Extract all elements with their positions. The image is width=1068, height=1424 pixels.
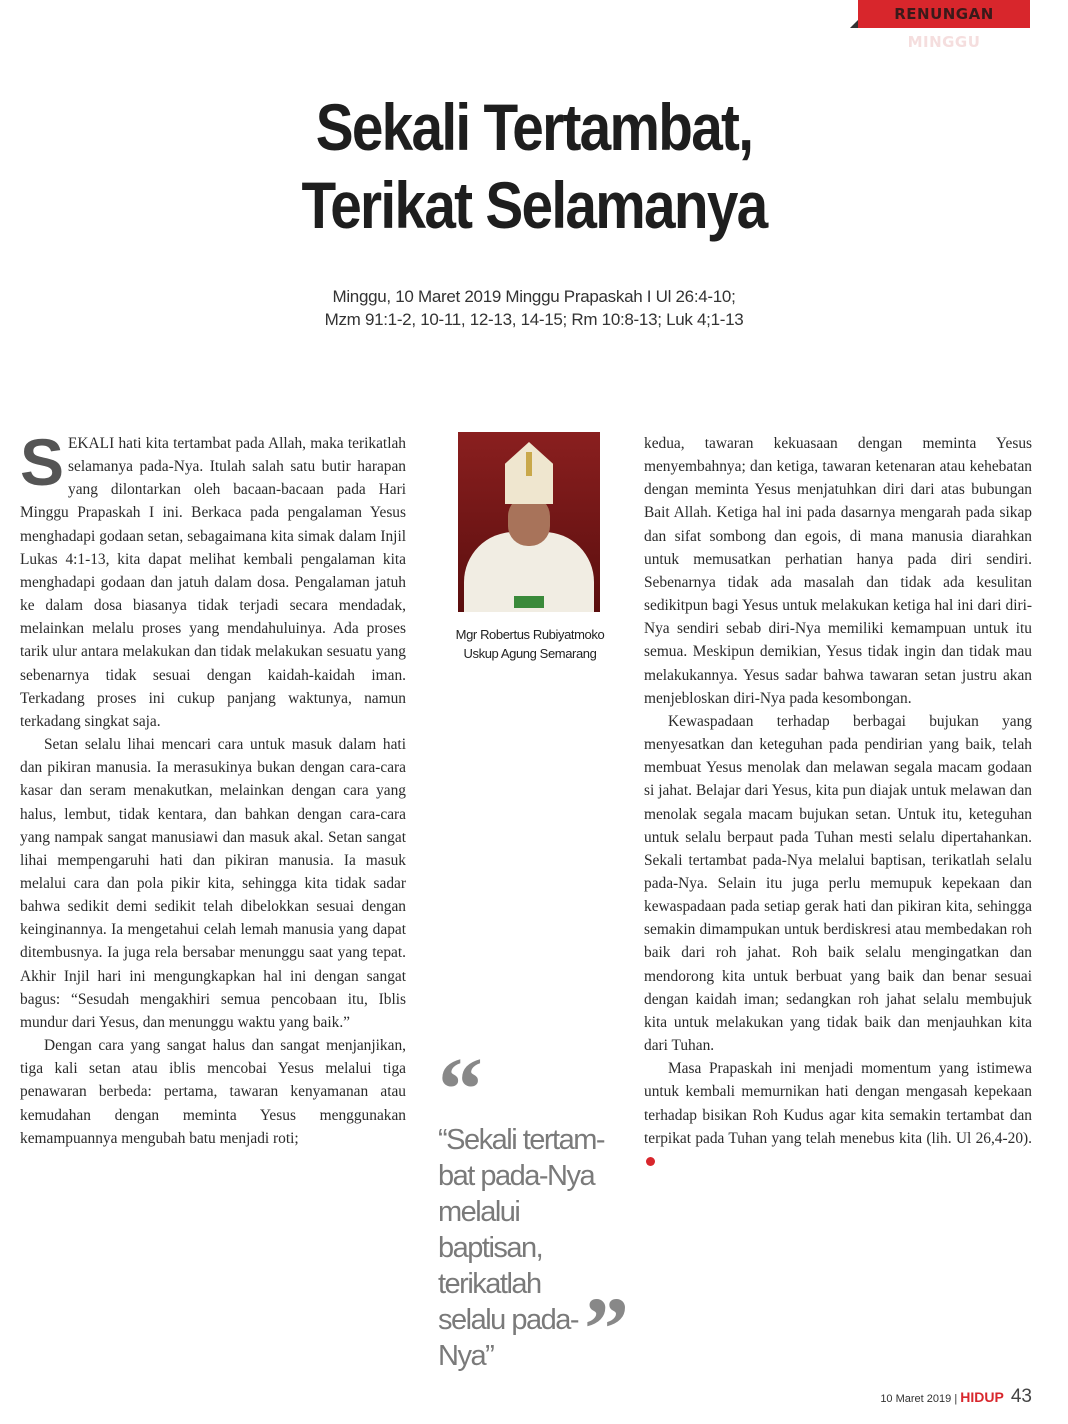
article-subtitle <box>0 285 1068 331</box>
pull-quote: “Sekali tertam-bat pada-Nya melalui baptisan, terikatlah selalu pada-Nya” <box>438 1124 605 1372</box>
footer-date: 10 Maret 2019 <box>880 1393 952 1405</box>
paragraph-text: Masa Prapaskah ini menjadi momentum yang istimewa untuk kembali memurnikan hati dengan mengasah kepekaan terhadap bisikan Roh Kudus agar kita semakin tertambat dan terpikat pada Tuhan yang telah menebus kita (lih. Ul 26,4-20). <box>644 1060 1032 1147</box>
title-line-1: Sekali Tertambat, <box>315 90 753 164</box>
page-footer <box>880 1386 1032 1408</box>
tag-corner-decoration <box>850 20 858 28</box>
right-column <box>644 432 1032 1173</box>
paragraph: Setan selalu lihai mencari cara untuk masuk dalam hati dan pikiran manusia. Ia merasukinya bukan dengan cara-cara kasar dan seram menakutkan, melainkan dengan cara yang halus, lembut, tidak kentara, dan bahkan dengan cara-cara yang nampak sangat manusiawi dan masuk akal. Setan sangat lihai mempengaruhi hati dan pikiran manusia. Ia masuk melalui cara dan pola pikir kita, sehingga kita tidak sadar bahwa sedikit demi sedikit telah dibelokkan sesuai dengan keinginannya. Ia mengetahui celah lemah manusia yang dapat ditembusnya. Ia juga rela bersabar menunggu saat yang tepat. Akhir Injil hari ini mengungkapkan hal ini dengan sangat bagus: “Sesudah mengakhiri semua pencobaan itu, Iblis mundur dari Yesus, dan menunggu waktu yang baik.” <box>20 736 406 1031</box>
subtitle-line-1: Minggu, 10 Maret 2019 Minggu Prapaskah I Ul 26:4-10; <box>332 287 736 306</box>
section-tag-part1: RENUNGAN <box>894 5 994 23</box>
paragraph: Dengan cara yang sangat halus dan sangat menjanjikan, tiga kali setan atau iblis mencobai Yesus melalui tiga penawaran berbeda: pertama, tawaran kenyamanan atau kemudahan dengan meminta Yesus menggunakan kemampuannya mengubah batu menjadi roti; <box>20 1037 406 1147</box>
author-photo <box>458 432 600 612</box>
paragraph: kedua, tawaran kekuasaan dengan meminta Yesus menyembahnya; dan ketiga, tawaran ketenaran atau kehebatan dengan meminta Yesus menjatuhkan diri dari atas bubungan Bait Allah. Ketiga hal ini pada dasarnya mengarah pada sikap dan sifat sombong dan egois, di mana manusia diarahkan untuk memusatkan perhatian hanya pada diri sendiri. Sebenarnya tidak ada masalah dan tidak ada kesulitan sedikitpun bagi Yesus untuk melakukan ketiga hal ini dari diri-Nya sendiri sebab diri-Nya memiliki kemampuan untuk itu semua. Meskipun demikian, Yesus tidak ingin dan tidak mau melakukannya. Yesus sadar bahwa tawaran setan justru akan menjebloskan diri-Nya pada kesombongan. <box>644 435 1032 707</box>
footer-separator: | <box>954 1393 958 1405</box>
drop-cap: S <box>20 425 65 499</box>
paragraph <box>644 1057 1032 1173</box>
section-tag-part2: MINGGU <box>907 33 981 51</box>
photo-caption <box>430 625 630 663</box>
left-column <box>20 425 406 1150</box>
footer-brand: HIDUP <box>960 1389 1004 1405</box>
open-quote-icon: “ <box>438 1040 483 1139</box>
subtitle-line-2: Mzm 91:1-2, 10-11, 12-13, 14-15; Rm 10:8-13; Luk 4;1-13 <box>324 310 744 329</box>
caption-name: Mgr Robertus Rubiyatmoko <box>455 627 605 642</box>
section-tag <box>858 0 1030 51</box>
page-number: 43 <box>1010 1386 1032 1407</box>
caption-role: Uskup Agung Semarang <box>463 646 597 661</box>
paragraph <box>20 425 406 733</box>
close-quote-icon: ” <box>584 1280 629 1379</box>
paragraph-text: EKALI hati kita tertambat pada Allah, maka terikatlah selamanya pada-Nya. Itulah salah satu butir harapan yang dilontarkan oleh bacaan-bacaan pada Hari Minggu Prapaskah I ini. Berkaca pada pengalaman Yesus menghadapi godaan setan, sebagaimana kita simak dalam Injil Lukas 4:1-13, kita dapat melihat kembali pengalaman kita menghadapi godaan dan jatuh dalam dosa. Pengalaman jatuh ke dalam dosa biasanya tidak terjadi secara mendadak, melainkan melalu proses yang mendahuluinya. Ada proses tarik ulur antara melakukan dan tidak melakukan sesuatu yang sebenarnya tidak sesuai dengan kaidah-kaidah iman. Terkadang proses ini cukup panjang waktunya, namun terkadang singkat saja. <box>20 435 406 730</box>
photo-mitre-cross <box>526 452 532 476</box>
end-mark-icon <box>646 1157 655 1166</box>
paragraph: Kewaspadaan terhadap berbagai bujukan yang menyesatkan dan keteguhan pada pendirian yang baik, telah membuat Yesus menolak dan melawan segala macam godaan si jahat. Belajar dari Yesus, kita pun diajak untuk melawan dan menolak segala macam bujukan setan. Untuk itu, keteguhan untuk selalu berpaut pada Tuhan mesti selalu dipertahankan. Sekali tertambat pada-Nya melalui baptisan, terikatlah selalu pada-Nya. Selain itu juga perlu memupuk kepekaan dan kewaspadaan pada setiap gerak hati dan pikiran kita, sehingga semakin dimampukan untuk berdiskresi atau membedakan roh baik dari roh jahat. Roh baik selalu mengingatkan dan mendorong kita untuk berbuat yang baik dan benar sesuai dengan kaidah iman; sedangkan roh jahat selalu membujuk kita untuk melakukan yang tidak baik dan menjauhkan kita dari Tuhan. <box>644 712 1032 1055</box>
title-line-2: Terikat Selamanya <box>301 168 767 242</box>
article-title <box>75 88 993 244</box>
photo-stole <box>514 596 544 608</box>
